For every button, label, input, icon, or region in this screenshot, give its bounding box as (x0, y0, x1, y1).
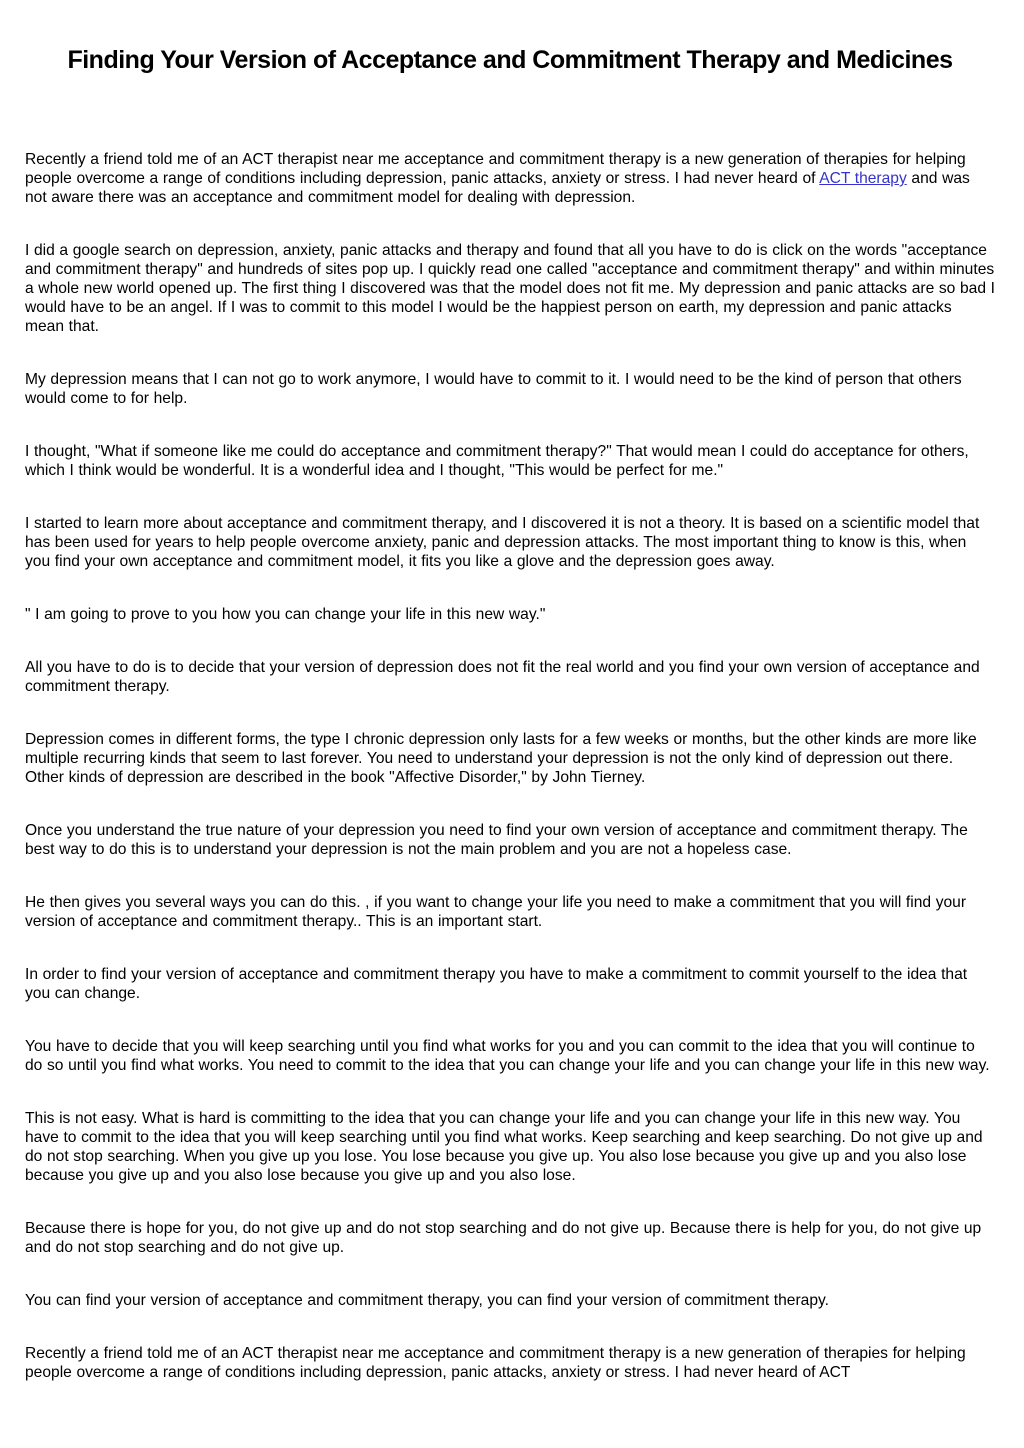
page-title: Finding Your Version of Acceptance and Commitment Therapy and Medicines (67, 46, 953, 74)
paragraph-repeat-intro-truncated: Recently a friend told me of an ACT therapist near me acceptance and commitment therapy is a new generation of therapies for helping people overcome a range of conditions including depression, panic attacks, anxiety or stress. I had never heard of ACT (25, 1345, 966, 1381)
paragraph-several-ways: He then gives you several ways you can do this. , if you want to change your life you need to make a commitment that you will find your version of acceptance and commitment therapy.. This is an important start. (25, 894, 967, 930)
paragraph-depression-forms: Depression comes in different forms, the type I chronic depression only lasts for a few weeks or months, but the other kinds are more like multiple recurring kinds that seem to last forever. You need to understand your depression is not the only kind of depression out there. Other kinds of depression are described in the book "Affective Disorder," by John Tierney. (25, 731, 977, 786)
paragraph-true-nature: Once you understand the true nature of your depression you need to find your own version of acceptance and commitment therapy. The best way to do this is to understand your depression is not the main problem and you are not a hopeless case. (25, 822, 968, 858)
paragraph-all-you-have-to-do: All you have to do is to decide that your version of depression does not fit the real world and you find your own version of acceptance and commitment therapy. (25, 659, 980, 695)
paragraph-my-depression: My depression means that I can not go to work anymore, I would have to commit to it. I would need to be the kind of person that others would come to for help. (25, 371, 962, 407)
paragraph-google-search: I did a google search on depression, anxiety, panic attacks and therapy and found that all you have to do is click on the words "acceptance and commitment therapy" and hundreds of sites pop up. I quickly read one called "acceptance and commitment therapy" and within minutes a whole new world opened up. The first thing I discovered was that the model does not fit me. My depression and panic attacks are so bad I would have to be an angel. If I was to commit to this model I would be the happiest person on earth, my depression and panic attacks mean that. (25, 242, 995, 335)
act-therapy-link[interactable]: ACT therapy (819, 170, 907, 187)
paragraph-prove-quote: " I am going to prove to you how you can change your life in this new way." (25, 606, 546, 623)
paragraph-you-can-find: You can find your version of acceptance and commitment therapy, you can find your version of commitment therapy. (25, 1292, 829, 1309)
paragraph-this-is-not-easy: This is not easy. What is hard is committing to the idea that you can change your life and you can change your life in this new way. You have to commit to the idea that you will keep searching until you find what works. Keep searching and keep searching. Do not give up and do not stop searching. When you give up you lose. You lose because you give up. You also lose because you give up and you also lose because you give up and you also lose because you give up and you also lose. (25, 1110, 983, 1184)
paragraph-i-thought: I thought, "What if someone like me could do acceptance and commitment therapy?" That would mean I could do acceptance for others, which I think would be wonderful. It is a wonderful idea and I thought, "This would be perfect for me." (25, 443, 969, 479)
intro-paragraph (25, 150, 995, 207)
paragraph-in-order-to-find: In order to find your version of acceptance and commitment therapy you have to make a commitment to commit yourself to the idea that you can change. (25, 966, 968, 1002)
paragraph-keep-searching: You have to decide that you will keep searching until you find what works for you and you can commit to the idea that you will continue to do so until you find what works. You need to commit to the idea that you can change your life and you can change your life in this new way. (25, 1038, 990, 1074)
intro-text-after-link: and was not aware there was an acceptance and commitment model for dealing with depression. (25, 170, 970, 206)
paragraph-learn-more: I started to learn more about acceptance and commitment therapy, and I discovered it is not a theory. It is based on a scientific model that has been used for years to help people overcome anxiety, panic and depression attacks. The most important thing to know is this, when you find your own acceptance and commitment model, it fits you like a glove and the depression goes away. (25, 515, 980, 570)
intro-text-before-link: Recently a friend told me of an ACT therapist near me acceptance and commitment therapy is a new generation of therapies for helping people overcome a range of conditions including depression, panic attacks, anxiety or stress. I had never heard of (25, 151, 966, 187)
paragraph-hope-for-you: Because there is hope for you, do not give up and do not stop searching and do not give up. Because there is help for you, do not give up and do not stop searching and do not give up. (25, 1220, 982, 1256)
